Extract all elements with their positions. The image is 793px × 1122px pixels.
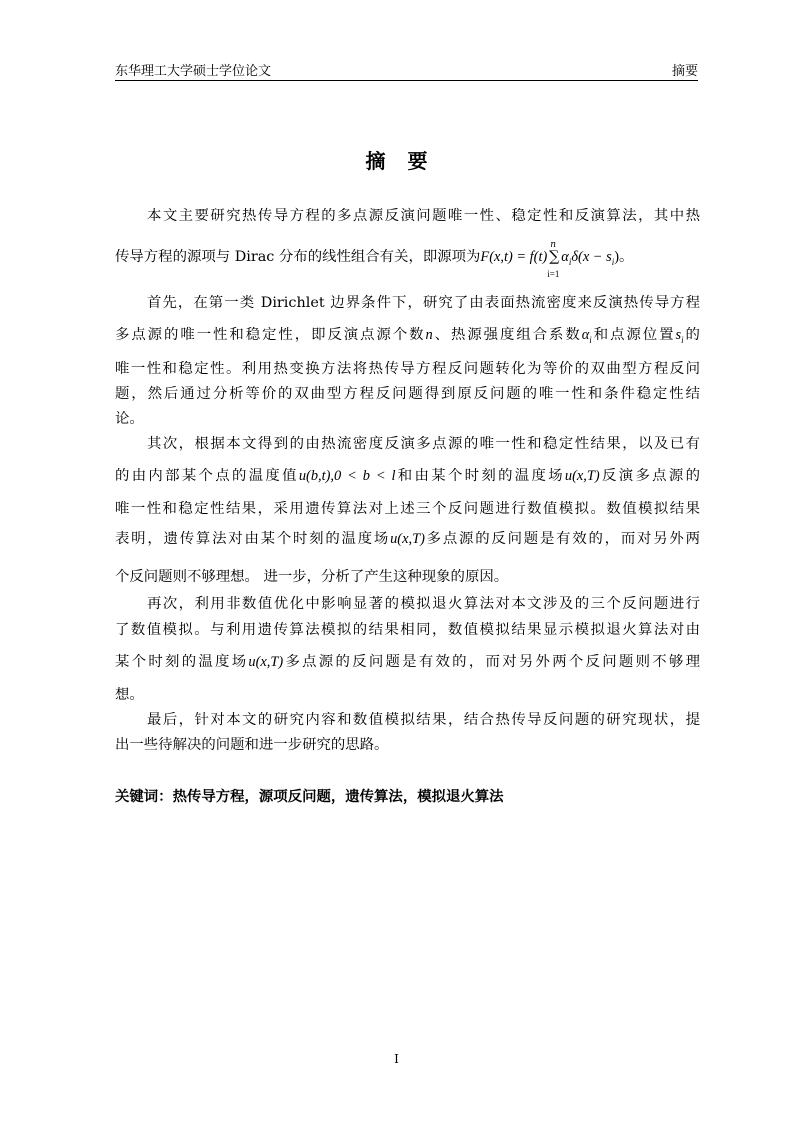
delta-subscript: i [611, 256, 615, 267]
p4-line-3-text-b: 多点源的反问题是有效的，而对另外两个反问题则不够理 [283, 654, 700, 670]
summation-symbol: ∑ n i=1 [547, 248, 561, 266]
alpha-symbol: α [561, 249, 569, 265]
page-number: I [394, 1052, 399, 1066]
sum-lower-limit: i=1 [547, 269, 560, 279]
p4-line-3-text-a: 某个时刻的温度场 [115, 654, 249, 670]
p3-line-2 [115, 467, 700, 485]
p5-line-1: 最后，针对本文的研究内容和数值模拟结果，结合热传导反问题的研究现状，提 [147, 712, 700, 728]
abstract-title: 摘要 [365, 149, 450, 173]
header-thesis-title: 东华理工大学硕士学位论文 [115, 64, 272, 79]
p3-line-2-text-a: 的由内部某个点的温度值 [115, 468, 299, 484]
p1-line-2 [115, 240, 700, 279]
p2-line-2-text-c: 和点源位置 [591, 327, 676, 343]
p5-line-2: 出一些待解决的问题和进一步研究的思路。 [115, 737, 389, 753]
p2-line-2-text-b: 、热源强度组合系数 [432, 327, 582, 343]
p2-line-4: 题，然后通过分析等价的双曲型方程反问题得到原反问题的唯一性和条件稳定性结 [115, 386, 700, 402]
p3-line-4-text-b: 多点源的反问题是有效的，而对另外两 [424, 531, 700, 547]
ubt-formula: u(b,t),0 < b < l [298, 468, 396, 484]
p2-line-2 [115, 326, 700, 349]
n-symbol: n [425, 327, 433, 343]
uxT-formula-2: u(x,T) [390, 531, 425, 547]
p2-line-2-text-d: 的 [683, 327, 700, 343]
p1-line-2-text: 传导方程的源项与 Dirac 分布的线性组合有关，即源项为 [115, 249, 481, 265]
p1-line-2-end: 。 [619, 249, 634, 265]
p1-line-1: 本文主要研究热传导方程的多点源反演问题唯一性、稳定性和反演算法，其中热 [147, 208, 700, 224]
p3-line-3: 唯一性和稳定性结果，采用遗传算法对上述三个反问题进行数值模拟。数值模拟结果 [115, 501, 700, 517]
running-header [115, 60, 698, 78]
p4-line-2: 了数值模拟。与利用遗传算法模拟的结果相同，数值模拟结果显示模拟退火算法对由 [115, 622, 700, 638]
keywords: 关键词：热传导方程，源项反问题，遗传算法，模拟退火算法 [115, 789, 504, 805]
p2-line-2-text-a: 多点源的唯一性和稳定性，即反演点源个数 [115, 327, 426, 343]
p4-line-1: 再次，利用非数值优化中影响显著的模拟退火算法对本文涉及的三个反问题进行 [147, 596, 700, 612]
p3-line-1: 其次，根据本文得到的由热流密度反演多点源的唯一性和稳定性结果，以及已有 [147, 436, 700, 452]
delta-term: δ(x − s [571, 249, 612, 265]
p3-line-4-text-a: 表明，遗传算法对由某个时刻的温度场 [115, 531, 391, 547]
alpha-i-symbol: α [581, 327, 590, 343]
p2-line-1: 首先，在第一类 Dirichlet 边界条件下，研究了由表面热流密度来反演热传导方程 [147, 295, 700, 311]
p4-line-3 [115, 653, 700, 671]
header-section: 摘要 [671, 64, 698, 79]
header-rule [115, 80, 698, 81]
alpha-subscript: i [568, 256, 572, 267]
uxT-formula-1: u(x,T) [564, 468, 600, 484]
p3-line-2-text-c: 反演多点源的 [599, 468, 700, 484]
p4-line-4: 想。 [115, 687, 144, 703]
p3-line-5: 个反问题则不够理想。 进一步，分析了产生这种现象的原因。 [115, 569, 509, 585]
source-term-formula: F(x,t) = f(t) [480, 249, 548, 265]
p3-line-2-text-b: 和由某个时刻的温度场 [395, 468, 565, 484]
alpha-i-subscript: i [589, 334, 592, 345]
p2-line-5: 论。 [115, 411, 144, 427]
p2-line-3: 唯一性和稳定性。利用热变换方法将热传导方程反问题转化为等价的双曲型方程反问 [115, 361, 700, 377]
p3-line-4 [115, 530, 700, 548]
s-i-subscript: i [681, 334, 684, 345]
delta-close: ) [614, 249, 620, 265]
sum-upper-limit: n [550, 240, 557, 250]
uxT-formula-3: u(x,T) [248, 654, 284, 670]
s-i-symbol: s [675, 327, 682, 343]
